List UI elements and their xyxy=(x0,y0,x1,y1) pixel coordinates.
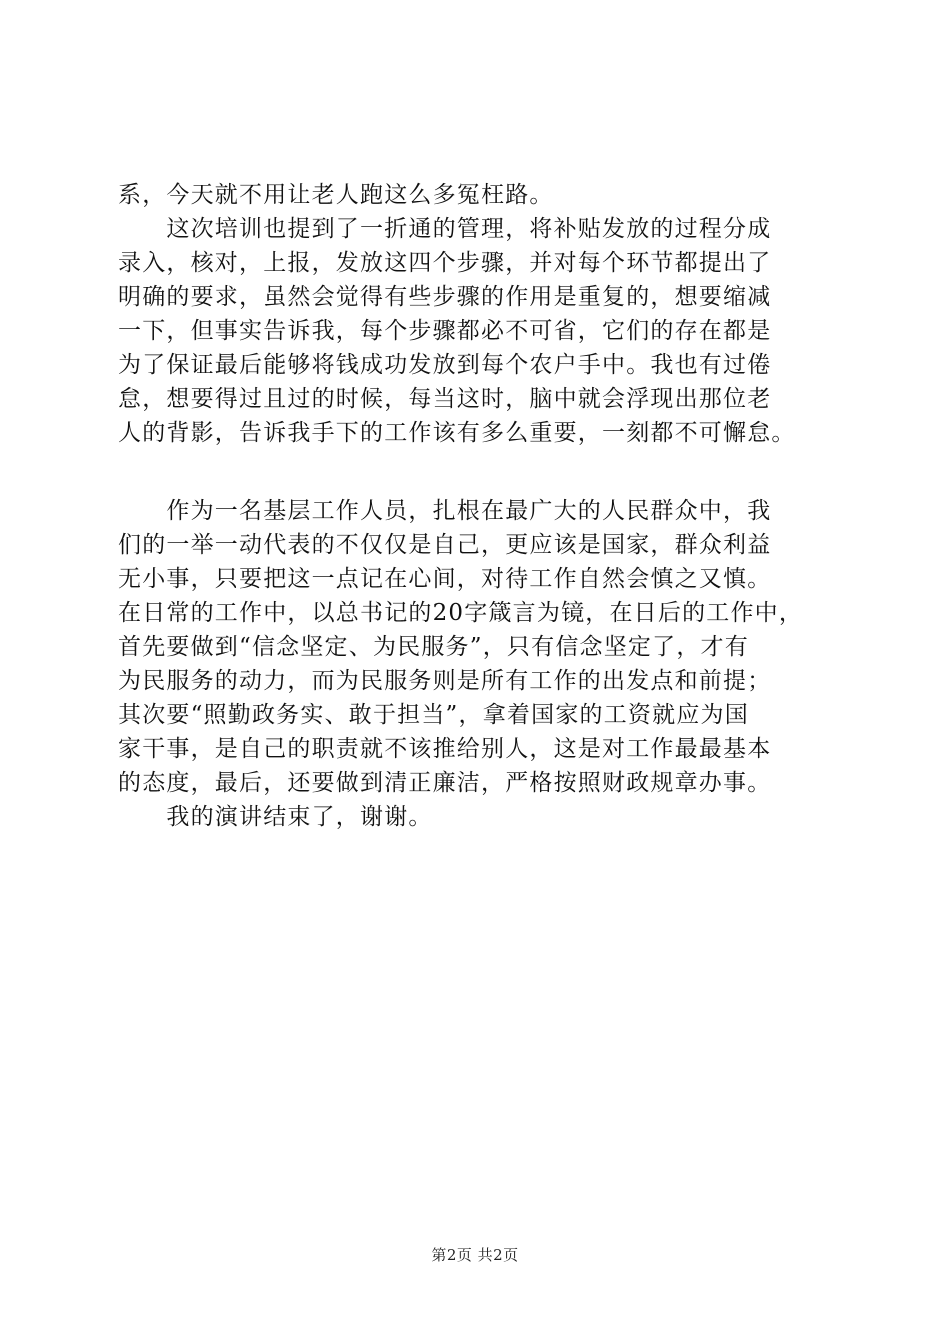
text-line: 为了保证最后能够将钱成功发放到每个农户手中。我也有过倦 xyxy=(118,352,772,378)
paragraph-gap xyxy=(118,450,838,494)
page-number-footer: 第2页 共2页 xyxy=(431,1246,519,1264)
text-line: 明确的要求，虽然会觉得有些步骤的作用是重复的，想要缩减 xyxy=(118,284,772,310)
text-line: 无小事，只要把这一点记在心间，对待工作自然会慎之又慎。 xyxy=(118,566,772,592)
text-line: 我的演讲结束了，谢谢。 xyxy=(118,804,433,830)
text-line: 录入，核对，上报，发放这四个步骤，并对每个环节都提出了 xyxy=(118,250,772,276)
text-line: 人的背影，告诉我手下的工作该有多么重要，一刻都不可懈怠。 xyxy=(118,420,796,446)
text-line: 其次要“照勤政务实、敢于担当”，拿着国家的工资就应为国 xyxy=(118,702,749,728)
text-line: 怠，想要得过且过的时候，每当这时，脑中就会浮现出那位老 xyxy=(118,386,772,412)
text-line: 作为一名基层工作人员，扎根在最广大的人民群众中，我 xyxy=(118,498,772,524)
text-line: 首先要做到“信念坚定、为民服务”，只有信念坚定了，才有 xyxy=(118,634,749,660)
text-line: 家干事，是自己的职责就不该推给别人，这是对工作最最基本 xyxy=(118,736,772,762)
text-line: 的态度，最后，还要做到清正廉洁，严格按照财政规章办事。 xyxy=(118,770,772,796)
text-line: 这次培训也提到了一折通的管理，将补贴发放的过程分成 xyxy=(118,216,772,242)
text-line: 为民服务的动力，而为民服务则是所有工作的出发点和前提； xyxy=(118,668,772,694)
text-line: 系，今天就不用让老人跑这么多冤枉路。 xyxy=(118,182,554,208)
text-line: 一下，但事实告诉我，每个步骤都必不可省，它们的存在都是 xyxy=(118,318,772,344)
text-line: 在日常的工作中，以总书记的20字箴言为镜，在日后的工作中， xyxy=(118,600,804,626)
text-line: 们的一举一动代表的不仅仅是自己，更应该是国家，群众利益 xyxy=(118,532,772,558)
speech-body-text xyxy=(118,178,838,834)
